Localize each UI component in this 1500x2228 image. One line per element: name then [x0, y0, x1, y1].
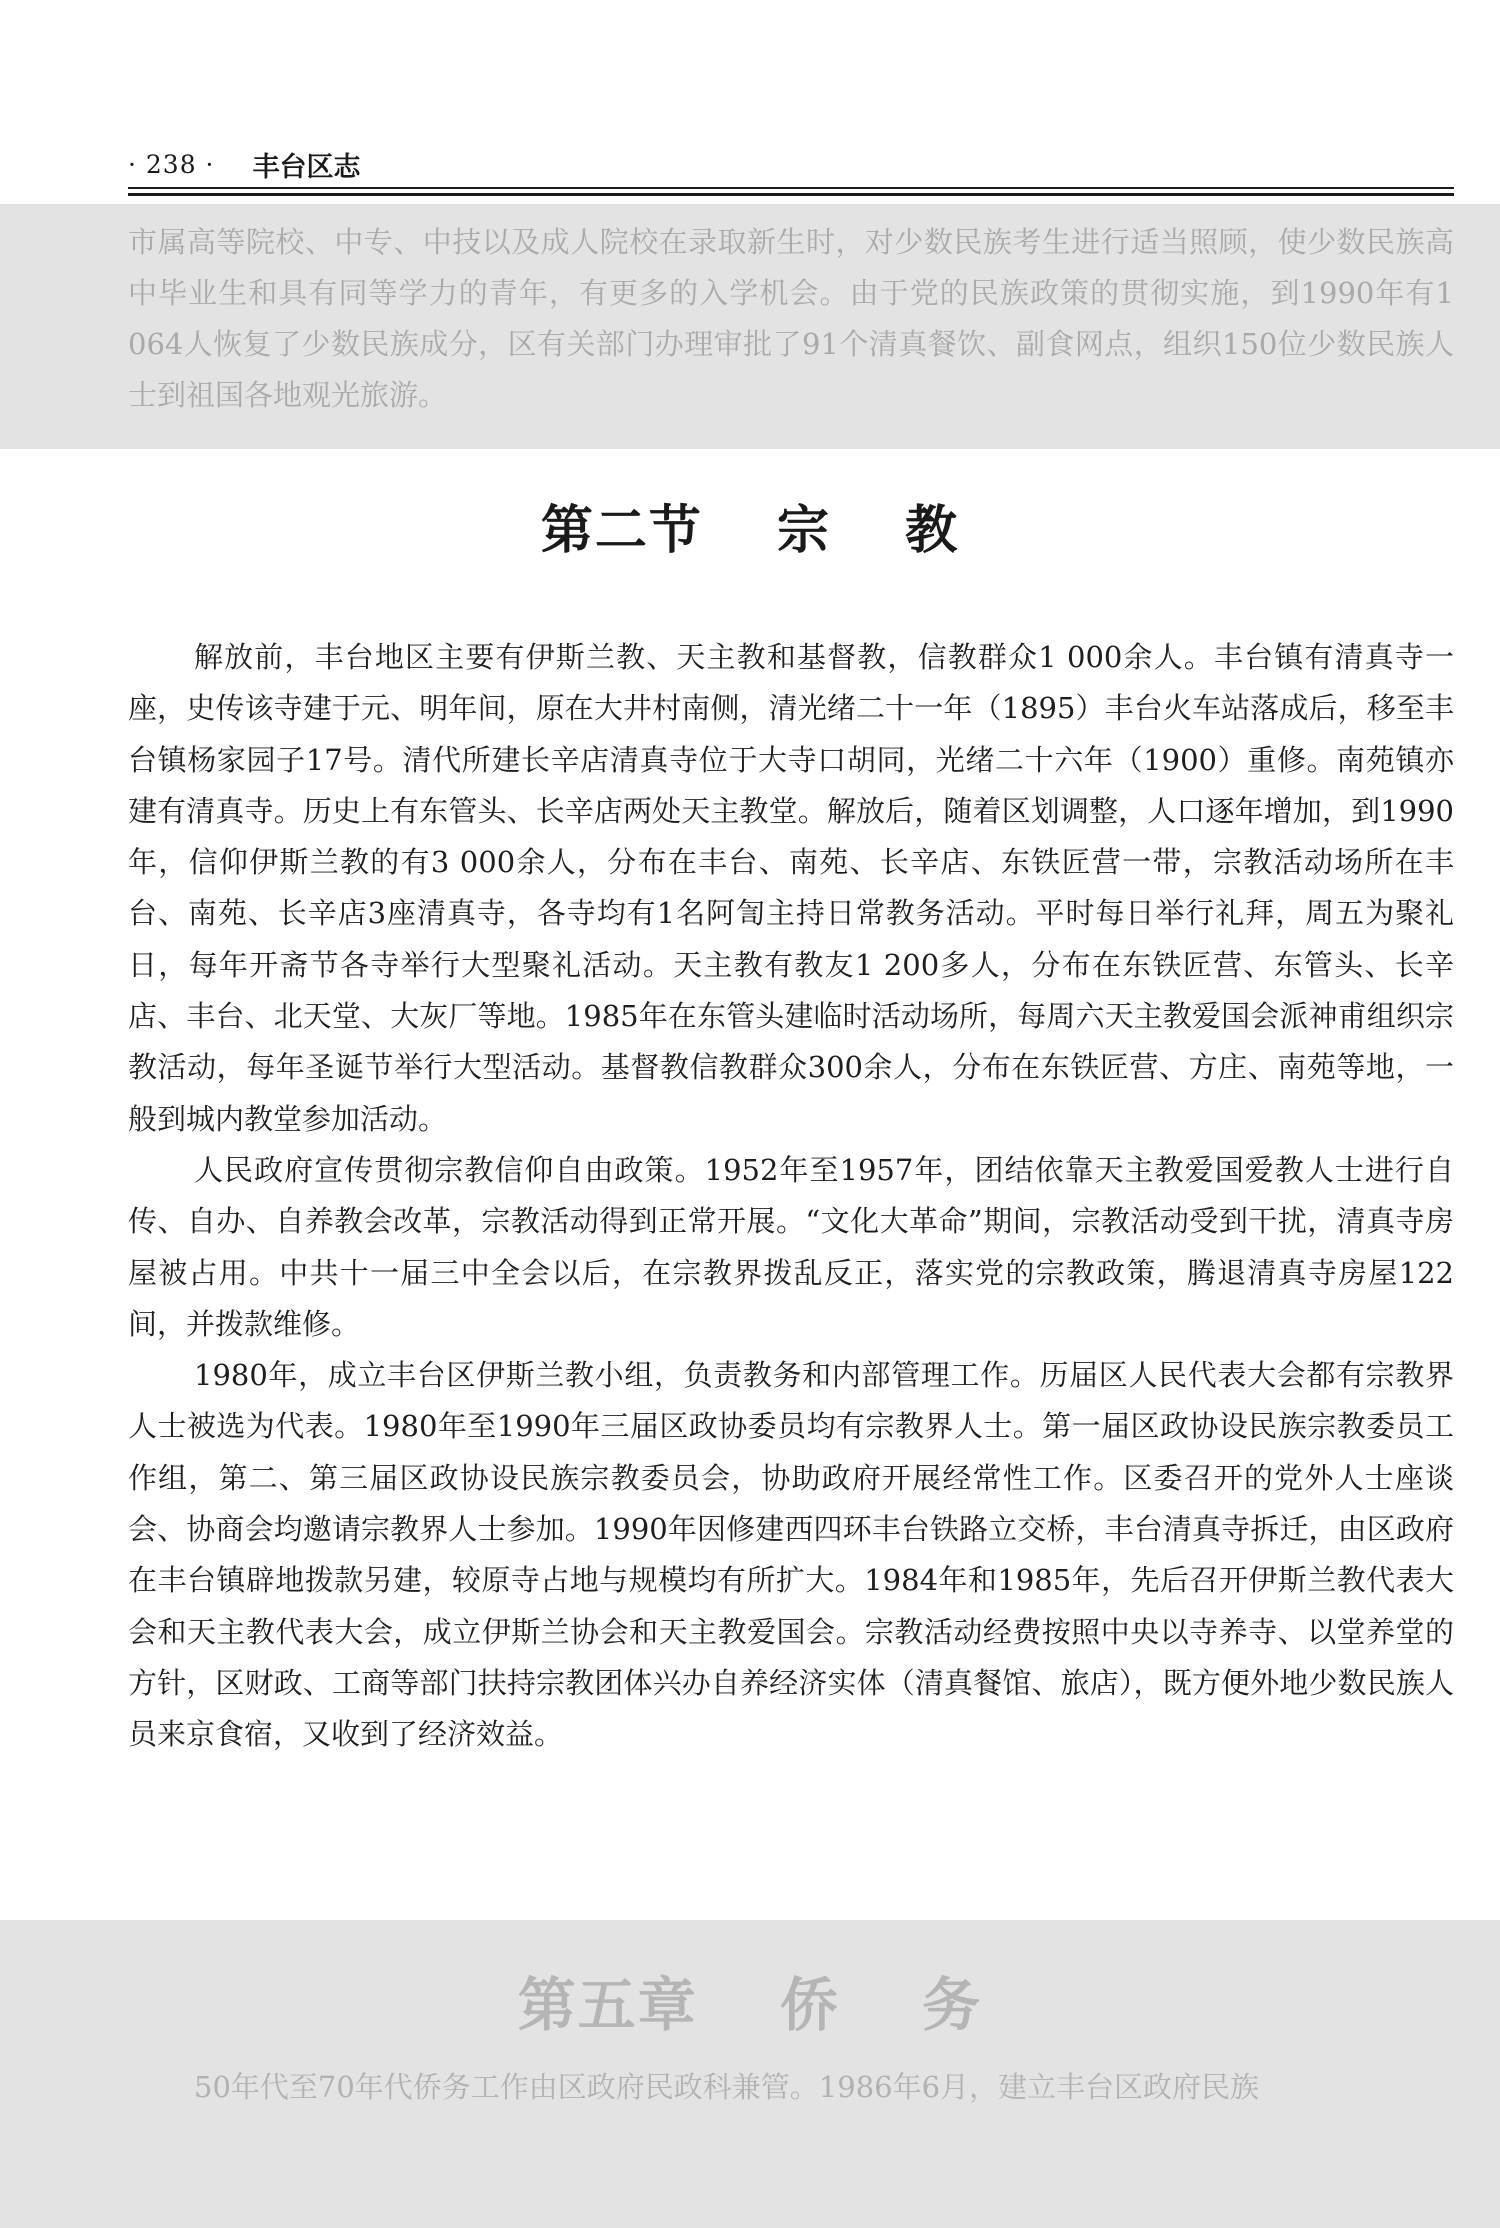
header-rule-thick [128, 193, 1454, 196]
section-body [128, 632, 1454, 1761]
body-paragraph: 解放前，丰台地区主要有伊斯兰教、天主教和基督教，信教群众1 000余人。丰台镇有清真寺一座，史传该寺建于元、明年间，原在大井村南侧，清光绪二十一年（1895）丰台火车站落成后，移至丰台镇杨家园子17号。清代所建长辛店清真寺位于大寺口胡同，光绪二十六年（1900）重修。南苑镇亦建有清真寺。历史上有东管头、长辛店两处天主教堂。解放后，随着区划调整，人口逐年增加，到1990年，信仰伊斯兰教的有3 000余人，分布在丰台、南苑、长辛店、东铁匠营一带，宗教活动场所在丰台、南苑、长辛店3座清真寺，各寺均有1名阿訇主持日常教务活动。平时每日举行礼拜，周五为聚礼日，每年开斋节各寺举行大型聚礼活动。天主教有教友1 200多人，分布在东铁匠营、东管头、长辛店、丰台、北天堂、大灰厂等地。1985年在东管头建临时活动场所，每周六天主教爱国会派神甫组织宗教活动，每年圣诞节举行大型活动。基督教信教群众300余人，分布在东铁匠营、方庄、南苑等地，一般到城内教堂参加活动。 [128, 640, 1454, 1136]
header-rule-thin [128, 187, 1454, 189]
body-paragraph: 1980年，成立丰台区伊斯兰教小组，负责教务和内部管理工作。历届区人民代表大会都有宗教界人士被选为代表。1980年至1990年三届区政协委员均有宗教界人士。第一届区政协设民族宗教委员工作组，第二、第三届区政协设民族宗教委员会，协助政府开展经常性工作。区委召开的党外人士座谈会、协商会均邀请宗教界人士参加。1990年因修建西四环丰台铁路立交桥，丰台清真寺拆迁，由区政府在丰台镇辟地拨款另建，较原寺占地与规模均有所扩大。1984年和1985年，先后召开伊斯兰教代表大会和天主教代表大会，成立伊斯兰协会和天主教爱国会。宗教活动经费按照中央以寺养寺、以堂养堂的方针，区财政、工商等部门扶持宗教团体兴办自养经济实体（清真餐馆、旅店），既方便外地少数民族人员来京食宿，又收到了经济效益。 [128, 1358, 1454, 1752]
book-title: 丰台区志 [252, 151, 361, 183]
body-paragraph: 人民政府宣传贯彻宗教信仰自由政策。1952年至1957年，团结依靠天主教爱国爱教人士进行自传、自办、自养教会改革，宗教活动得到正常开展。“文化大革命”期间，宗教活动受到干扰，清真寺房屋被占用。中共十一届三中全会以后，在宗教界拨乱反正，落实党的宗教政策，腾退清真寺房屋122间，并拨款维修。 [128, 1152, 1454, 1341]
next-chapter-first-line: 50年代至70年代侨务工作由区政府民政科兼管。1986年6月，建立丰台区政府民族 [194, 2070, 1260, 2104]
page-number: · 238 · [128, 149, 215, 179]
section-title: 第二节 宗 教 [540, 501, 960, 561]
running-header [128, 142, 361, 186]
next-chapter-title: 第五章 侨 务 [517, 1971, 983, 2039]
carryover-paragraph: 市属高等院校、中专、中技以及成人院校在录取新生时，对少数民族考生进行适当照顾，使少数民族高中毕业生和具有同等学力的青年，有更多的入学机会。由于党的民族政策的贯彻实施，到1990年有1 064人恢复了少数民族成分，区有关部门办理审批了91个清真餐饮、副食网点，组织150位少数民族人士到祖国各地观光旅游。 [128, 225, 1454, 412]
